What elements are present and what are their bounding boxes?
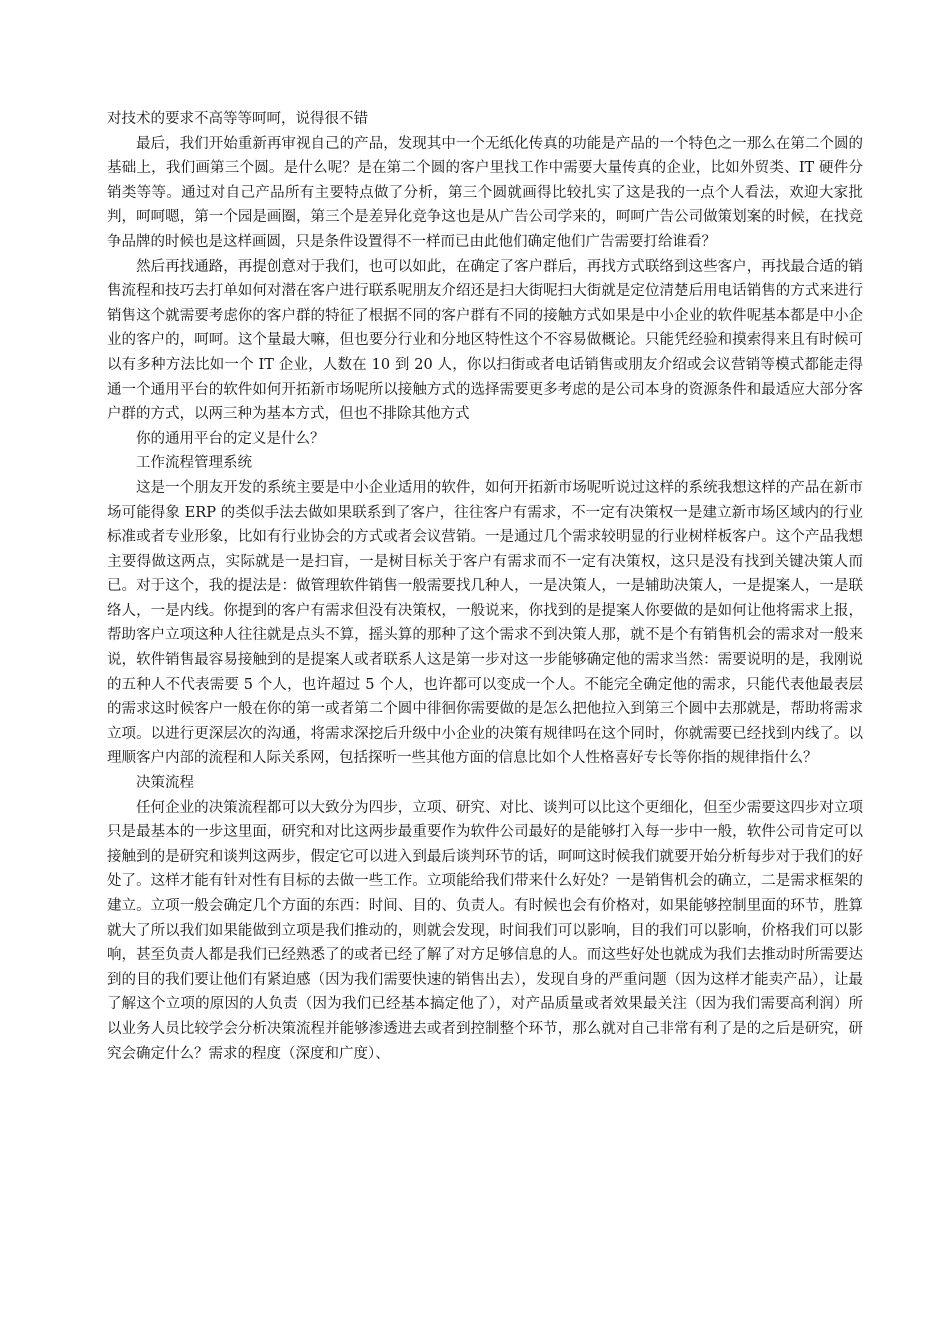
paragraph-8: 任何企业的决策流程都可以大致分为四步，立项、研究、对比、谈判可以比这个更细化，但至少需要这四步对立项只是最基本的一步这里面，研究和对比这两步最重要作为软件公司最好的是能够打入每一步中一般，软件公司肯定可以接触到的是研究和谈判这两步，假定它可以进入到最后谈判环节的话，呵呵这时候我们就要开始分析每步对于我们的好处了。这样才能有针对性有目标的去做一些工作。立项能给我们带来什么好处？一是销售机会的确立，二是需求框架的建立。立项一般会确定几个方面的东西：时间、目的、负责人。有时候也会有价格对，如果能够控制里面的环节，胜算就大了所以我们如果能做到立项是我们推动的，则就会发现，时间我们可以影响，目的我们可以影响，价格我们可以影响，甚至负责人都是我们已经熟悉了的或者已经了解了对方足够信息的人。而这些好处也就成为我们去推动时所需要达到的目的我们要让他们有紧迫感（因为我们需要快速的销售出去），发现自身的严重问题（因为这样才能卖产品），让最了解这个立项的原因的人负责（因为我们已经基本搞定他了），对产品质量或者效果最关注（因为我们需要高利润）所以业务人员比较学会分析决策流程并能够渗透进去或者到控制整个环节，那么就对自己非常有利了是的之后是研究，研究会确定什么？需求的程度（深度和广度）、 xyxy=(107,799,863,1062)
paragraph-3: 然后再找通路，再提创意对于我们，也可以如此，在确定了客户群后，再找方式联络到这些客户，再找最合适的销售流程和技巧去打单如何对潜在客户进行联系呢朋友介绍还是扫大街呢扫大街就是定位清楚后用电话销售的方式来进行销售这个就需要考虑你的客户群的特征了根据不同的客户群有不同的接触方式如果是中小企业的软件呢基本都是中小企业的客户的，呵呵。这个量最大嘛，但也要分行业和分地区特性这个不容易做概论。只能凭经验和摸索得来且有时候可以有多种方法比如一个 IT 企业，人数在 10 到 20 人，你以扫街或者电话销售或朋友介绍或会议营销等模式都能走得通一个通用平台的软件如何开拓新市场呢所以接触方式的选择需要更多考虑的是公司本身的资源条件和最适应大部分客户群的方式，以两三种为基本方式，但也不排除其他方式 xyxy=(107,258,863,423)
paragraph-5: 工作流程管理系统 xyxy=(136,455,252,472)
document-page xyxy=(107,107,863,1066)
paragraph-1: 对技术的要求不高等等呵呵，说得很不错 xyxy=(107,111,368,127)
paragraph-2: 最后，我们开始重新再审视自己的产品，发现其中一个无纸化传真的功能是产品的一个特色之一那么在第二个圆的基础上，我们画第三个圆。是什么呢？是在第二个圆的客户里找工作中需要大量传真的企业，比如外贸类、IT 硬件分销类等等。通过对自己产品所有主要特点做了分析，第三个圆就画得比较扎实了这是我的一点个人看法，欢迎大家批判，呵呵嗯，第一个园是画圈，第三个是差异化竞争这也是从广告公司学来的，呵呵广告公司做策划案的时候，在找竞争品牌的时候也是这样画圆，只是条件设置得不一样而已由此他们确定他们广告需要打给谁看？ xyxy=(107,135,863,250)
paragraph-4: 你的通用平台的定义是什么？ xyxy=(136,430,325,447)
paragraph-6: 这是一个朋友开发的系统主要是中小企业适用的软件，如何开拓新市场呢听说过这样的系统我想这样的产品在新市场可能得象 ERP 的类似手法去做如果联系到了客户，往往客户有需求，不一定有决策权一是建立新市场区域内的行业标准或者专业形象，比如有行业协会的方式或者会议营销。一是通过几个需求较明显的行业树样板客户。这个产品我想主要得做这两点，实际就是一是扫盲，一是树目标关于客户有需求而不一定有决策权，这只是没有找到关键决策人而已。对于这个，我的提法是：做管理软件销售一般需要找几种人，一是决策人，一是辅助决策人，一是提案人，一是联络人，一是内线。你提到的客户有需求但没有决策权，一般说来，你找到的是提案人你要做的是如何让他将需求上报，帮助客户立项这种人往往就是点头不算，摇头算的那种了这个需求不到决策人那，就不是个有销售机会的需求对一般来说，软件销售最容易接触到的是提案人或者联系人这是第一步对这一步能够确定他的需求当然：需要说明的是，我刚说的五种人不代表需要 5 个人，也许超过 5 个人，也许都可以变成一个人。不能完全确定他的需求，只能代表他最表层的需求这时候客户一般在你的第一或者第二个圆中徘徊你需要做的是怎么把他拉入到第三个圆中去那就是，帮助将需求立项。以进行更深层次的沟通，将需求深挖后升级中小企业的决策有规律吗在这个同时，你就需要已经找到内线了。以理顺客户内部的流程和人际关系网，包括探听一些其他方面的信息比如个人性格喜好专长等你指的规律指什么？ xyxy=(107,479,863,767)
paragraph-7: 决策流程 xyxy=(136,775,194,792)
